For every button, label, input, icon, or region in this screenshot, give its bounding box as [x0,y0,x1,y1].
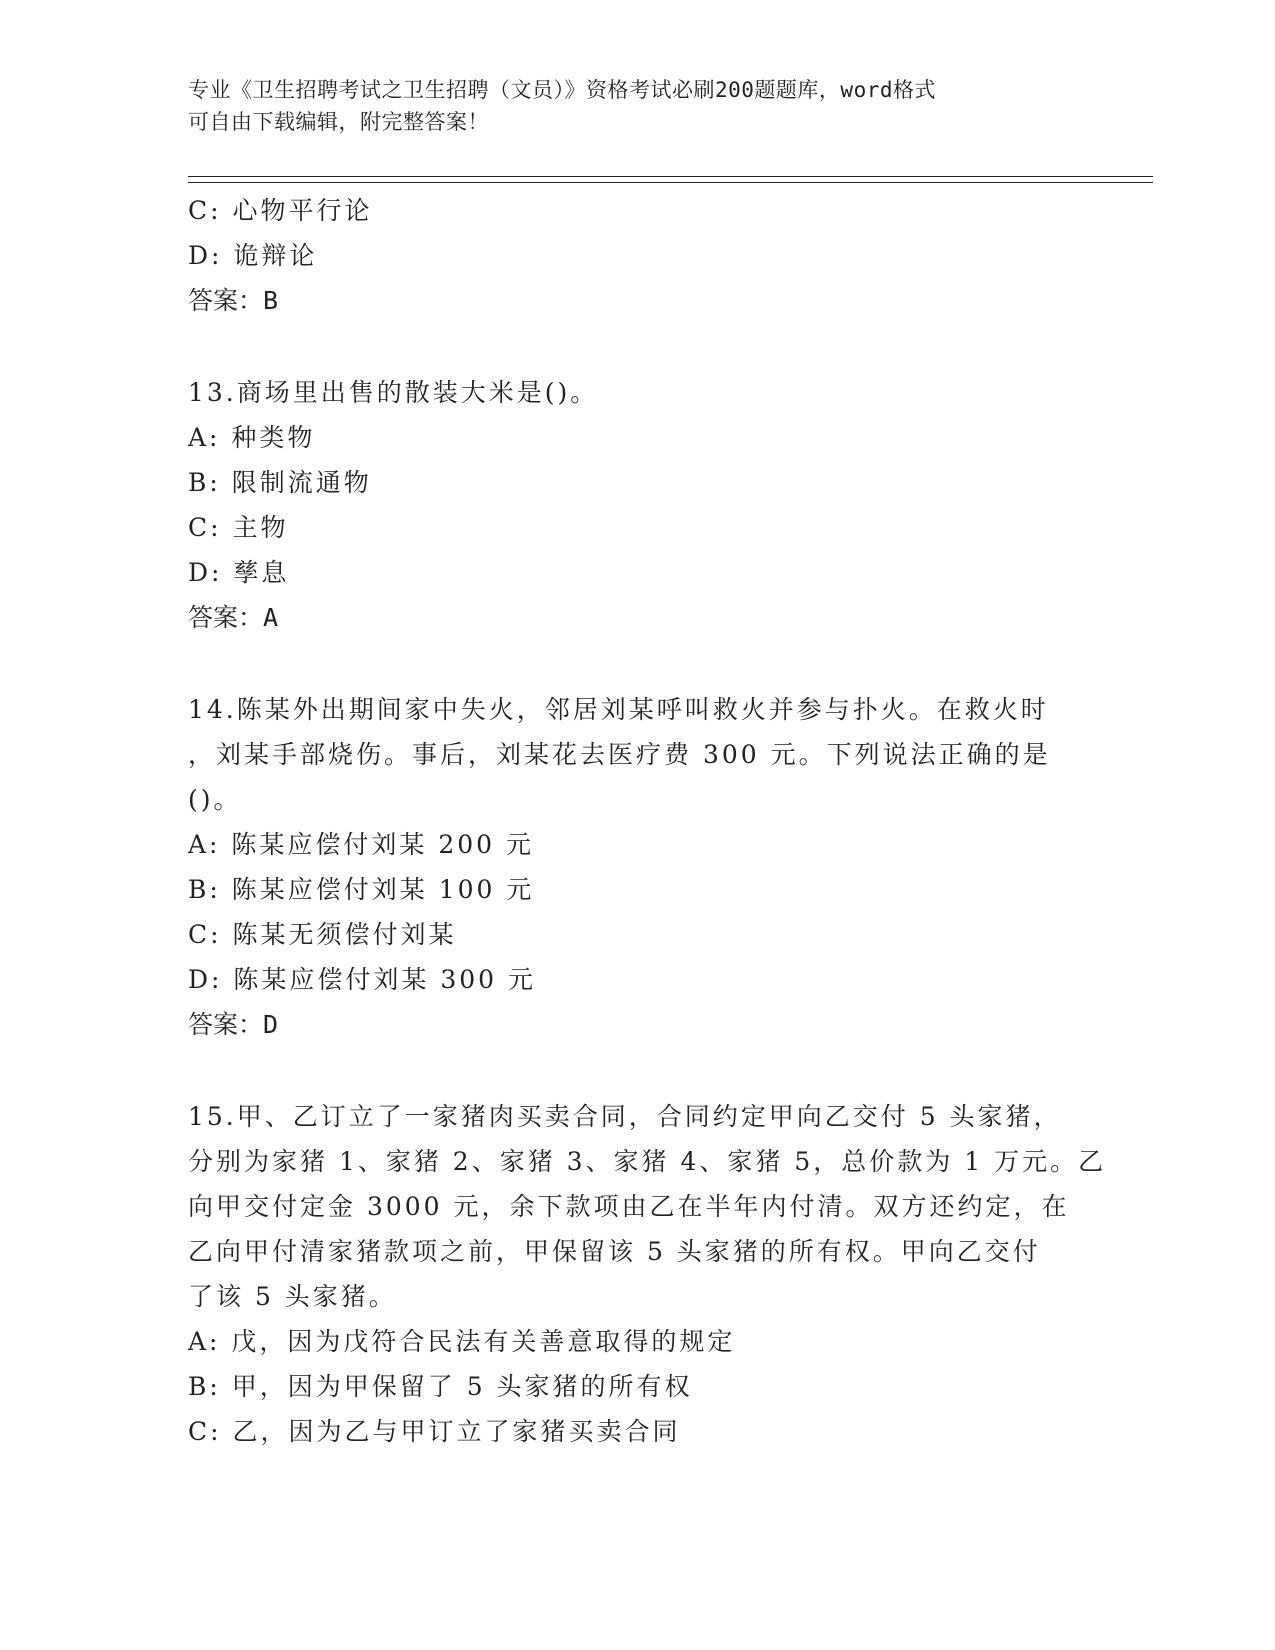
answer-label: 答案：B [188,286,279,315]
header-rule-bottom [188,182,1153,183]
question-stem-line-1: 14.陈某外出期间家中失火，邻居刘某呼叫救火并参与扑火。在救火时 [188,695,1049,724]
option-a: A: 戊，因为戊符合民法有关善意取得的规定 [188,1327,736,1356]
question-stem: 13.商场里出售的散装大米是()。 [188,378,599,407]
answer-label: 答案：D [188,1010,279,1039]
option-a: A: 陈某应偿付刘某 200 元 [188,830,535,859]
question-list [188,188,1107,1454]
option-c: C: 心物平行论 [188,196,373,225]
option-c: C: 陈某无须偿付刘某 [188,920,457,949]
option-b: B: 限制流通物 [188,468,372,497]
question-14 [188,687,1088,1047]
header-line-1: 专业《卫生招聘考试之卫生招聘（文员）》资格考试必刷200题题库，word格式 [188,78,936,102]
option-c: C: 主物 [188,513,289,542]
question-12-tail [188,188,1088,323]
question-stem-line-3: 向甲交付定金 3000 元，余下款项由乙在半年内付清。双方还约定，在 [188,1192,1070,1221]
option-b: B: 陈某应偿付刘某 100 元 [188,875,535,904]
option-c: C: 乙，因为乙与甲订立了家猪买卖合同 [188,1417,681,1446]
question-stem-line-3: ()。 [188,785,242,814]
header-line-2: 可自由下载编辑，附完整答案！ [188,110,489,134]
option-d: D: 诡辩论 [188,241,318,270]
spacer [188,1047,1088,1094]
question-stem-line-4: 乙向甲付清家猪款项之前，甲保留该 5 头家猪的所有权。甲向乙交付 [188,1237,1041,1266]
option-b: B: 甲，因为甲保留了 5 头家猪的所有权 [188,1372,693,1401]
answer-label: 答案：A [188,603,279,632]
option-a: A: 种类物 [188,423,316,452]
option-d: D: 陈某应偿付刘某 300 元 [188,965,537,994]
spacer [188,323,1088,370]
header-rule-top [188,176,1153,177]
spacer [188,640,1088,687]
document-header [188,74,1088,138]
question-15 [188,1094,1107,1454]
question-stem-line-5: 了该 5 头家猪。 [188,1282,397,1311]
question-stem-line-1: 15.甲、乙订立了一家猪肉买卖合同，合同约定甲向乙交付 5 头家猪， [188,1102,1062,1131]
question-stem-line-2: 分别为家猪 1、家猪 2、家猪 3、家猪 4、家猪 5，总价款为 1 万元。乙 [188,1147,1107,1176]
option-d: D: 孳息 [188,558,290,587]
question-13 [188,370,1088,640]
question-stem-line-2: ，刘某手部烧伤。事后，刘某花去医疗费 300 元。下列说法正确的是 [188,740,1051,769]
